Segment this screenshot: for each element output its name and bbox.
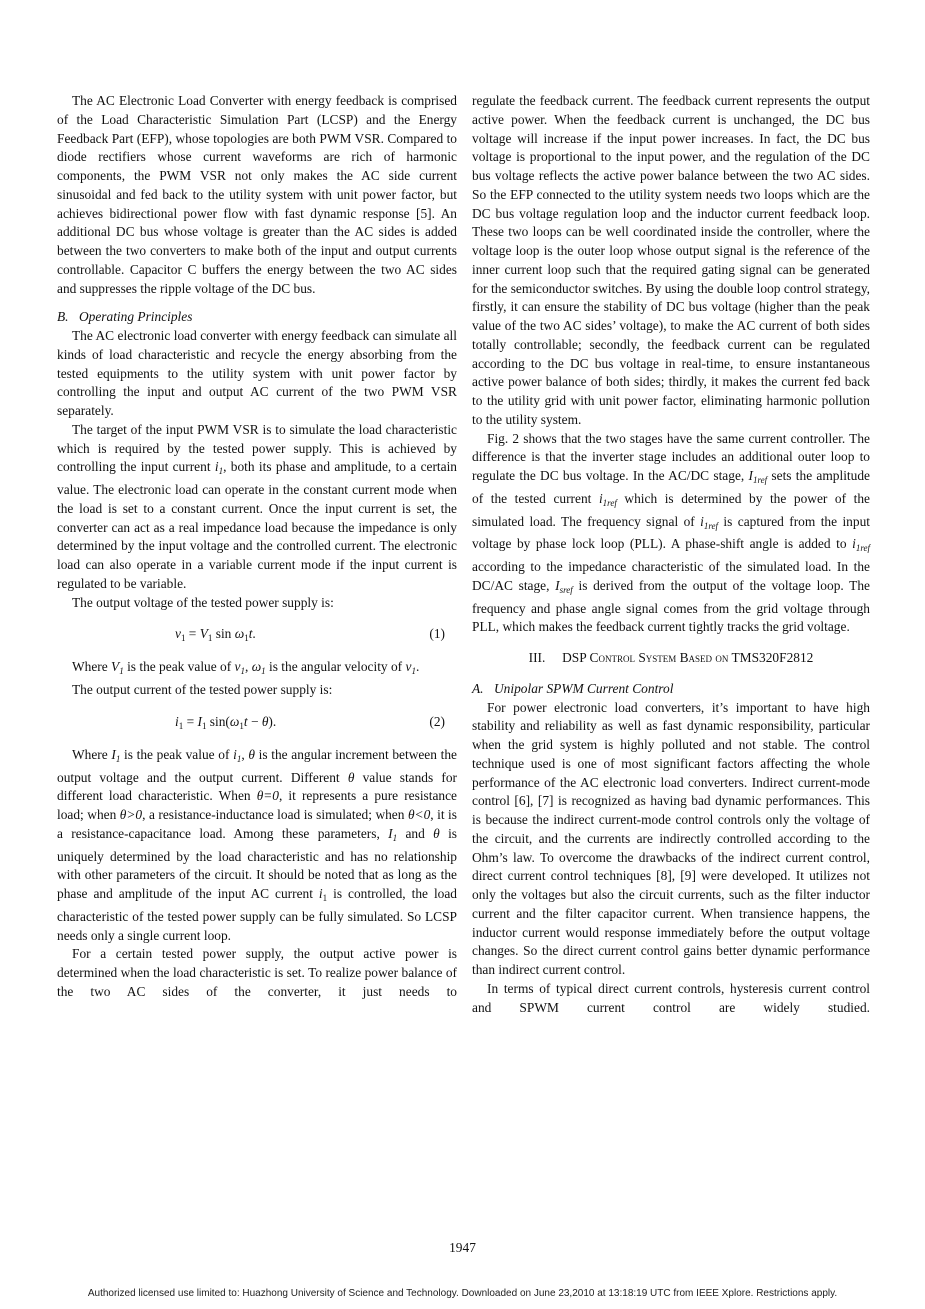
math-symbol: ω [251, 659, 262, 675]
text-run: is the angular velocity of [265, 659, 406, 675]
paragraph [472, 92, 870, 430]
math-symbol: 1 [115, 753, 121, 764]
license-footer: Authorized licensed use limited to: Huazhong University of Science and Technology. Downloaded on June 23,2010 at 13:18:19 UTC from IEEE Xplore. Restrictions apply. [87, 1288, 838, 1299]
text-run: is the angular increment between the output voltage and the output current. Different [57, 746, 457, 785]
math-symbol: 1ref [752, 475, 768, 485]
paragraph [57, 92, 457, 298]
section-number: III. [528, 650, 546, 665]
text-run: , [241, 746, 249, 762]
equation-number: (2) [429, 713, 445, 729]
text-run: Where [72, 746, 112, 762]
text-run: − [247, 713, 262, 729]
paragraph [57, 681, 457, 700]
text-run: . [415, 659, 420, 675]
math-symbol: sref [559, 584, 573, 595]
math-symbol: 1 [261, 666, 266, 677]
math-symbol: 1 [218, 466, 224, 477]
text-run: is controlled, the load characteristic of the tested power supply can be fully simulated. So LCSP needs only a single current loop. [57, 886, 457, 943]
math-symbol: i [175, 713, 179, 729]
text-run: The output current of the tested power supply is: [72, 682, 333, 697]
math-symbol: 1 [411, 666, 416, 677]
math-symbol: v [175, 626, 181, 642]
text-run: sin [212, 626, 235, 642]
text-run: is derived from the output of the voltage loop. The frequency and phase angle signal comes from the grid voltage through PLL, which makes the feedback current tightly tracks the grid voltage. [472, 577, 870, 635]
paragraph [57, 421, 457, 594]
paragraph [57, 746, 457, 946]
math-symbol: θ [347, 769, 355, 785]
math-symbol: v [234, 659, 241, 675]
math-symbol: i [852, 536, 856, 552]
text-run: is uniquely determined by the load characteristic and has no relationship with other parameters of the circuit. It should be noted that as long as the phase and amplitude of the input AC current [57, 825, 457, 901]
math-symbol: 1 [178, 720, 184, 731]
math-symbol: θ [261, 713, 269, 729]
text-run: The AC electronic load converter with energy feedback can simulate all kinds of load characteristic and recycle the energy absorbing from the tested equipments to the utility system with unit power factor by controlling the input and output AC current of the two PWM VSR separately. [57, 328, 457, 418]
text-run: , it represents a pure resistance load; when [57, 788, 457, 822]
text-run: Fig. 2 shows that the two stages have the same current controller. The difference is that the inverter stage includes an additional outer loop to regulate the DC bus voltage. In the AC/DC stage, [472, 430, 870, 483]
equation [57, 713, 457, 733]
math-symbol: 1 [207, 633, 213, 644]
text-run: The AC Electronic Load Converter with energy feedback is comprised of the Load Characteristic Simulation Part (LCSP) and the Energy Feedback Part (EFP), whose topologies are both PWM VSR. Compared to diode rectifiers whose current waveforms are rich of harmonic components, the PWM VSR not only makes the AC side current sinusoidal and fed back to the utility system with unit power factor, but achieves bidirectional power flow with fast dynamic response [5]. An additional DC bus whose voltage is greater than the AC sides is added between the two converters to make both of the input and output currents controllable. Capacitor C buffers the energy between the two AC sides and suppresses the ripple voltage of the DC bus. [57, 93, 457, 296]
equation-expression [175, 713, 276, 736]
math-symbol: I [748, 468, 753, 483]
equation-number: (1) [429, 626, 445, 642]
math-symbol: 1 [392, 832, 398, 843]
paragraph [57, 658, 457, 681]
text-run: , [244, 659, 252, 675]
paragraph [472, 430, 870, 638]
text-run: according to the impedance characteristic of the simulated load. In the DC/AC stage, [472, 559, 870, 593]
subsection-number: B. [57, 309, 69, 325]
math-symbol: 1 [239, 720, 244, 731]
math-symbol: 1 [236, 753, 242, 764]
math-symbol: θ [248, 746, 255, 762]
math-symbol: t [243, 713, 248, 729]
text-run: is the peak value of [120, 746, 234, 762]
text-run: Where [72, 659, 112, 675]
text-run: is captured from the input voltage by phase lock loop (PLL). A phase-shift angle is added to [472, 513, 870, 552]
math-symbol: θ<0 [407, 807, 431, 822]
text-run: For a certain tested power supply, the output active power is determined when the load characteristic is set. To realize power balance of the two AC sides of the converter, it just needs to [57, 946, 457, 999]
text-run: sin( [206, 713, 230, 729]
paragraph [472, 980, 870, 1018]
math-symbol: 1 [244, 633, 249, 644]
math-symbol: 1 [180, 633, 186, 644]
math-symbol: i [598, 490, 603, 506]
math-symbol: 1 [240, 666, 245, 677]
subsection-number: A. [472, 680, 484, 696]
math-symbol: 1 [201, 720, 207, 731]
math-symbol: ω [234, 626, 245, 642]
math-symbol: I [555, 577, 560, 593]
math-symbol: 1ref [602, 497, 617, 508]
math-symbol: 1ref [703, 520, 719, 531]
text-run: sets the amplitude of the tested current [472, 468, 870, 506]
paragraph [57, 327, 457, 421]
text-run: is the peak value of [123, 659, 235, 675]
equation [57, 625, 457, 645]
math-symbol: I [388, 825, 393, 841]
text-run: , both its phase and amplitude, to a certain value. The electronic load can operate in the constant current mode when the load is set to a constant current. Once the input current is set, the converter can act as a real impedance load because the impedance is only determined by the input voltage and the controlled current. The electronic load can also operate in a variable current mode if the input current is regulated to be variable. [57, 459, 457, 591]
text-run: The target of the input PWM VSR is to simulate the load characteristic which is required by the tested power supply. This is achieved by controlling the input current [57, 421, 457, 475]
paragraph [57, 594, 457, 613]
paragraph [472, 699, 870, 980]
equation-expression [175, 625, 256, 648]
text-run: In terms of typical direct current controls, hysteresis current control and SPWM current control are widely studied. [472, 980, 870, 1015]
text-run: The output voltage of the tested power supply is: [72, 594, 334, 610]
math-symbol: 1 [119, 666, 124, 677]
text-run: = [183, 713, 198, 729]
text-run: which is determined by the power of the simulated load. The frequency signal of [472, 490, 870, 529]
text-run: . [252, 626, 256, 642]
section-heading [472, 649, 870, 668]
math-symbol: i [233, 746, 237, 762]
math-symbol: 1ref [855, 543, 870, 554]
math-symbol: 1 [322, 893, 328, 903]
subsection-heading [472, 680, 870, 699]
text-run: = [185, 626, 200, 642]
text-run: , it is a resistance-capacitance load. Among these parameters, [57, 807, 457, 841]
text-run: ). [268, 713, 277, 729]
math-symbol: θ=0 [256, 788, 279, 804]
text-run: regulate the feedback current. The feedback current represents the output active power. When the feedback current is unchanged, the DC bus voltage will increase if the input power increases. In fact, the DC bus voltage is proportional to the input power, and the regulation of the DC bus voltage reflects the active power balance between the two AC sides. So the EFP connected to the utility system needs two loops which are the DC bus voltage regulation loop and the inductor current feedback loop. These two loops can be well coordinated inside the controller, where the voltage loop is the outer loop whose output signal is the reference of the inner current loop such that the required gating signal can be generated for the semiconductor switches. By using the double loop control strategy, firstly, it can ensure the stability of DC bus voltage (higher than the peak value of the two AC sides’ voltage), to make the AC current of both sides totally controllable; secondly, the feedback current can be regulated according to the DC bus voltage in real-time, to ensure instantaneous active power balance of both sides; thirdly, it makes the current fed back to the utility grid with unit power factor, eliminating harmonic pollution to the utility system. [472, 93, 870, 427]
right-column [472, 92, 870, 1017]
math-symbol: I [111, 746, 116, 762]
text-run: , a resistance-inductance load is simulated; when [142, 807, 408, 822]
text-run: value stands for different load characteristic. When [57, 769, 457, 804]
math-symbol: θ [433, 825, 440, 841]
subsection-heading [57, 308, 457, 327]
text-run: and [397, 825, 434, 841]
math-symbol: i [700, 513, 704, 529]
section-title: DSP Control System Based on TMS320F2812 [562, 650, 814, 665]
math-symbol: t [248, 626, 253, 642]
math-symbol: v [405, 659, 412, 675]
text-run: For power electronic load converters, it’s important to have high stability and reliability as well as fast dynamic responsibility, particular when the grid system is highly polluted and not stable. The control technique used is one of most significant factors affecting the whole performance of the AC electronic load converters. Indirect current-mode control [6], [7] is recognized as having bad dynamic performances. This is because the indirect current-mode control controls only the voltage of the circuit, and the currents are indirectly controlled according to the Ohm’s law. To overcome the drawbacks of the indirect current control, direct current control techniques [8], [9] were developed. It utilizes not only the voltages but also the circuit currents, such as the filter inductor current and the filter capacitor current. When transience happens, the inductor current would response immediately before the output voltage changes. So the direct current control gains better dynamic performance than indirect current control. [472, 699, 870, 977]
subsection-title: Operating Principles [79, 309, 193, 325]
paragraph [57, 945, 457, 1001]
math-symbol: θ>0 [119, 807, 143, 822]
subsection-title: Unipolar SPWM Current Control [494, 680, 674, 696]
page-number: 1947 [449, 1240, 476, 1255]
math-symbol: ω [229, 713, 240, 729]
math-symbol: V [199, 626, 208, 642]
math-symbol: i [214, 459, 219, 475]
left-column [57, 92, 457, 1002]
math-symbol: V [111, 659, 120, 675]
math-symbol: I [197, 713, 202, 729]
math-symbol: i [318, 886, 323, 901]
